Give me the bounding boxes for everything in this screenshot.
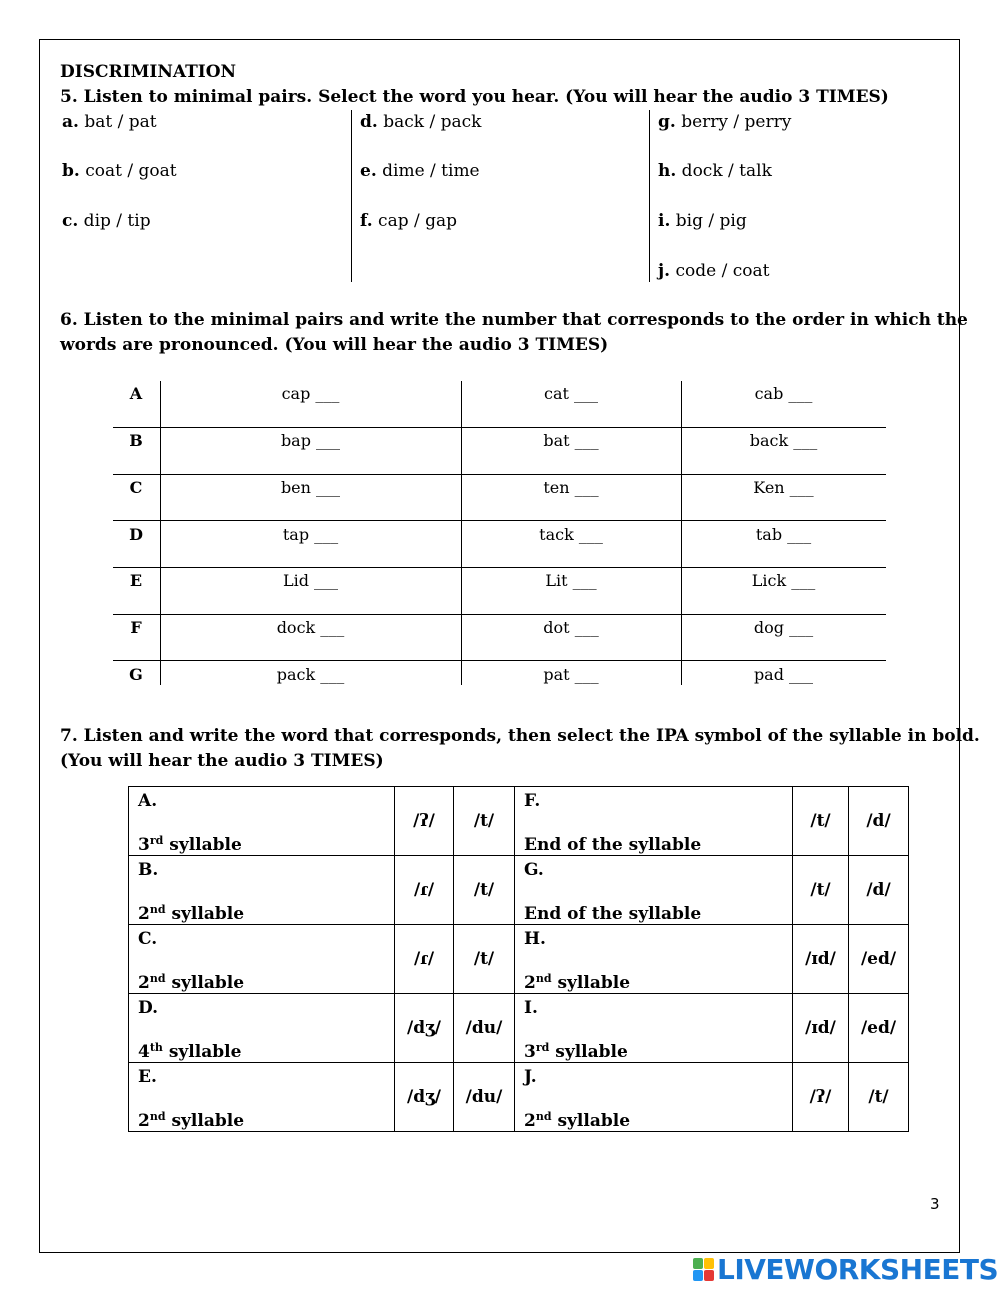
page-number: 3	[930, 1195, 940, 1213]
q5-item-h[interactable]	[658, 161, 772, 181]
q6-word[interactable]: Lit ___	[545, 571, 597, 590]
q6-word[interactable]: bat ___	[543, 431, 599, 450]
item-pair: code / coat	[670, 261, 770, 281]
q7-letter: J.	[524, 1067, 537, 1087]
q6-word[interactable]: ben ___	[280, 478, 341, 497]
item-pair: back / pack	[377, 112, 482, 132]
q6-row-label: A	[129, 384, 143, 403]
q5-item-f[interactable]	[360, 211, 457, 231]
q7-desc-cell	[129, 787, 395, 856]
q5-item-b[interactable]	[62, 161, 177, 181]
q6-grid-line	[113, 474, 886, 475]
item-letter: e.	[360, 161, 377, 181]
q6-grid-line	[113, 567, 886, 568]
syllable-number: 2	[138, 904, 150, 924]
ipa-option[interactable]: /t/	[849, 1063, 909, 1132]
ipa-option[interactable]: /t/	[454, 925, 515, 994]
ipa-option[interactable]: /d/	[849, 787, 909, 856]
q7-desc-cell	[129, 925, 395, 994]
syllable-number: 3	[524, 1042, 536, 1062]
syllable-suffix: nd	[535, 1110, 552, 1123]
q7-desc-cell	[515, 856, 793, 925]
syllable-suffix: nd	[149, 903, 166, 916]
ipa-option[interactable]: /ed/	[849, 925, 909, 994]
q6-row-label: D	[129, 525, 143, 544]
q7-letter: H.	[524, 929, 546, 949]
q6-word[interactable]: dog ___	[753, 618, 814, 637]
syllable-suffix: nd	[149, 972, 166, 985]
syllable-text: syllable	[163, 835, 242, 855]
q6-word[interactable]: pad ___	[753, 665, 814, 684]
q6-instruction-line2: words are pronounced. (You will hear the audio 3 TIMES)	[60, 335, 609, 355]
item-letter: j.	[658, 261, 671, 281]
item-pair: dip / tip	[78, 211, 151, 231]
item-pair: cap / gap	[372, 211, 458, 231]
syllable-number: End of the syllable	[524, 904, 702, 924]
q6-row-label: B	[129, 431, 143, 450]
item-pair: coat / goat	[79, 161, 177, 181]
ipa-option[interactable]: /du/	[454, 1063, 515, 1132]
item-pair: bat / pat	[78, 112, 157, 132]
q7-syllable	[524, 835, 792, 855]
ipa-option[interactable]: /ɾ/	[395, 856, 454, 925]
q5-column-divider	[649, 110, 650, 282]
q6-row-label: E	[129, 571, 143, 590]
syllable-suffix: nd	[535, 972, 552, 985]
q6-word[interactable]: ten ___	[543, 478, 599, 497]
q7-letter: F.	[524, 791, 541, 811]
syllable-number: 2	[524, 1111, 536, 1131]
ipa-option[interactable]: /ɾ/	[395, 925, 454, 994]
table-row	[129, 787, 909, 856]
q7-instruction-line2: (You will hear the audio 3 TIMES)	[60, 751, 384, 771]
q7-syllable	[138, 835, 394, 855]
q7-desc-cell	[515, 787, 793, 856]
ipa-option[interactable]: /ʔ/	[793, 1063, 849, 1132]
item-letter: h.	[658, 161, 677, 181]
q5-item-c[interactable]	[62, 211, 151, 231]
item-letter: a.	[62, 112, 79, 132]
ipa-option[interactable]: /t/	[793, 856, 849, 925]
table-row	[129, 994, 909, 1063]
syllable-text: syllable	[165, 973, 245, 993]
q7-desc-cell	[129, 1063, 395, 1132]
item-letter: b.	[62, 161, 80, 181]
q6-word[interactable]: cap ___	[281, 384, 340, 403]
q6-word[interactable]: back ___	[749, 431, 818, 450]
item-pair: dime / time	[376, 161, 480, 181]
q7-syllable	[138, 1111, 394, 1131]
q7-letter: G.	[524, 860, 544, 880]
syllable-suffix: rd	[149, 834, 164, 847]
q6-grid-line	[113, 614, 886, 615]
q7-desc-cell	[515, 925, 793, 994]
logo-blocks-icon	[693, 1258, 715, 1282]
q5-column-divider	[351, 110, 352, 282]
item-letter: c.	[62, 211, 79, 231]
q6-word[interactable]: cab ___	[754, 384, 813, 403]
q5-item-a[interactable]	[62, 112, 157, 132]
section-title: DISCRIMINATION	[60, 62, 237, 82]
liveworksheets-logo[interactable]	[693, 1253, 999, 1286]
q6-row-label: C	[129, 478, 143, 497]
ipa-option[interactable]: /t/	[454, 787, 515, 856]
q6-row-label: G	[129, 665, 143, 684]
syllable-suffix: th	[149, 1041, 163, 1054]
syllable-text: syllable	[162, 1042, 242, 1062]
syllable-text: syllable	[165, 904, 245, 924]
syllable-number: 2	[138, 1111, 150, 1131]
syllable-number: 3	[138, 835, 150, 855]
item-pair: big / pig	[670, 211, 747, 231]
syllable-text: syllable	[549, 1042, 628, 1062]
q7-instruction-line1: 7. Listen and write the word that corresponds, then select the IPA symbol of the syllable in bold.	[60, 726, 980, 746]
item-letter: f.	[360, 211, 373, 231]
syllable-suffix: nd	[149, 1110, 166, 1123]
ipa-option[interactable]: /du/	[454, 994, 515, 1063]
q6-word[interactable]: tap ___	[282, 525, 339, 544]
ipa-option[interactable]: /t/	[454, 856, 515, 925]
q5-item-e[interactable]	[360, 161, 480, 181]
syllable-text: syllable	[551, 973, 631, 993]
q6-word[interactable]: Ken ___	[753, 478, 814, 497]
item-letter: d.	[360, 112, 378, 132]
q6-word[interactable]: cat ___	[543, 384, 598, 403]
item-letter: i.	[658, 211, 671, 231]
q6-word[interactable]: dock ___	[276, 618, 345, 637]
syllable-text: syllable	[165, 1111, 245, 1131]
table-row	[129, 925, 909, 994]
q6-word[interactable]: Lick ___	[751, 571, 816, 590]
q7-desc-cell	[515, 994, 793, 1063]
q6-word[interactable]: bap ___	[280, 431, 341, 450]
q7-letter: A.	[138, 791, 158, 811]
q7-desc-cell	[129, 994, 395, 1063]
q6-word[interactable]: Lid ___	[282, 571, 339, 590]
q7-syllable	[138, 904, 394, 924]
syllable-number: End of the syllable	[524, 835, 702, 855]
ipa-option[interactable]: /ɪd/	[793, 925, 849, 994]
q7-syllable	[524, 1042, 792, 1062]
q5-item-g[interactable]	[658, 112, 791, 132]
q7-letter: C.	[138, 929, 158, 949]
q7-syllable	[524, 973, 792, 993]
syllable-number: 2	[524, 973, 536, 993]
item-letter: g.	[658, 112, 676, 132]
ipa-option[interactable]: /dʒ/	[395, 1063, 454, 1132]
q7-syllable	[524, 904, 792, 924]
q6-word[interactable]: tack ___	[539, 525, 603, 544]
q7-desc-cell	[129, 856, 395, 925]
q6-word[interactable]: dot ___	[543, 618, 599, 637]
q6-instruction-line1: 6. Listen to the minimal pairs and write the number that corresponds to the order in which the	[60, 310, 968, 330]
item-pair: dock / talk	[676, 161, 772, 181]
q6-grid-line	[113, 427, 886, 428]
q7-letter: B.	[138, 860, 159, 880]
logo-text: LIVEWORKSHEETS	[717, 1253, 999, 1286]
q7-letter: E.	[138, 1067, 157, 1087]
q5-item-i[interactable]	[658, 211, 747, 231]
q6-grid-line	[113, 520, 886, 521]
q5-item-d[interactable]	[360, 112, 481, 132]
q5-item-j[interactable]	[658, 261, 769, 281]
syllable-number: 4	[138, 1042, 150, 1062]
q7-desc-cell	[515, 1063, 793, 1132]
ipa-option[interactable]: /dʒ/	[395, 994, 454, 1063]
q6-row-label: F	[130, 618, 142, 637]
table-row	[129, 1063, 909, 1132]
q7-syllable	[524, 1111, 792, 1131]
syllable-text: syllable	[551, 1111, 631, 1131]
ipa-option[interactable]: /ɪd/	[793, 994, 849, 1063]
q6-word[interactable]: pack ___	[276, 665, 345, 684]
q7-syllable	[138, 1042, 394, 1062]
item-pair: berry / perry	[675, 112, 792, 132]
q7-letter: I.	[524, 998, 538, 1018]
q6-word[interactable]: pat ___	[543, 665, 599, 684]
syllable-suffix: rd	[535, 1041, 550, 1054]
ipa-option[interactable]: /d/	[849, 856, 909, 925]
ipa-option[interactable]: /t/	[793, 787, 849, 856]
q6-word[interactable]: tab ___	[755, 525, 812, 544]
syllable-number: 2	[138, 973, 150, 993]
q7-letter: D.	[138, 998, 159, 1018]
table-row	[129, 856, 909, 925]
ipa-option[interactable]: /ed/	[849, 994, 909, 1063]
q7-syllable	[138, 973, 394, 993]
q6-grid-line	[113, 660, 886, 661]
ipa-option[interactable]: /ʔ/	[395, 787, 454, 856]
q5-instruction: 5. Listen to minimal pairs. Select the word you hear. (You will hear the audio 3 TIMES)	[60, 87, 889, 107]
q7-table	[128, 786, 909, 1132]
